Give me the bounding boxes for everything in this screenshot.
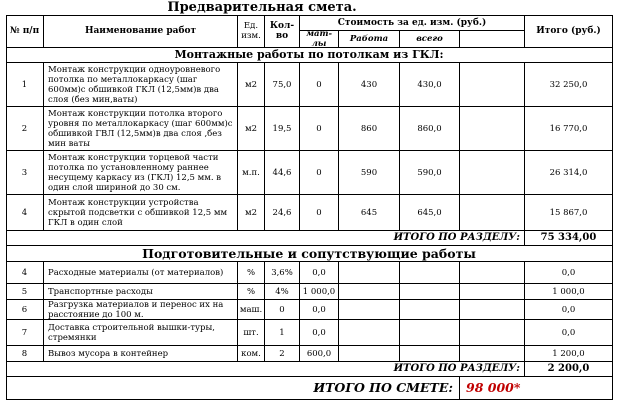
row-materials: 0,0 — [300, 320, 339, 346]
row-all — [400, 346, 460, 362]
row-materials: 0 — [300, 195, 339, 231]
row-qty: 0 — [265, 300, 300, 320]
header-work: Работа — [339, 31, 400, 48]
estimate-table — [0, 15, 620, 400]
row-work: 860 — [339, 107, 400, 151]
row-num: 4 — [6, 262, 44, 284]
row-total: 0,0 — [525, 300, 613, 320]
row-qty: 19,5 — [265, 107, 300, 151]
row-materials: 0,0 — [300, 262, 339, 284]
row-name: Вывоз мусора в контейнер — [44, 346, 238, 362]
row-all: 645,0 — [400, 195, 460, 231]
row-all — [400, 300, 460, 320]
row-work — [339, 300, 400, 320]
section-total-value: 2 200,0 — [525, 362, 613, 377]
row-num: 2 — [6, 107, 44, 151]
row-unit: % — [238, 262, 265, 284]
row-total: 32 250,0 — [525, 63, 613, 107]
section-total-label: ИТОГО ПО РАЗДЕЛУ: — [6, 362, 525, 377]
grand-total-value: 98 000* — [460, 377, 613, 400]
row-qty: 44,6 — [265, 151, 300, 195]
row-name: Монтаж конструкции торцевой части потолка по установленному раннее несущему каркасу из (ГКЛ) 12,5 мм. в один слой шириной до 30 см. — [44, 151, 238, 195]
row-name: Монтаж конструкции потолка второго уровня по металлокаркасу (шаг 600мм)с обшивкой ГВЛ (12,5мм)в два слоя ,без мин ваты — [44, 107, 238, 151]
row-total: 0,0 — [525, 320, 613, 346]
header-name: Наименование работ — [44, 15, 238, 48]
row-blank — [460, 107, 525, 151]
row-unit: м.п. — [238, 151, 265, 195]
row-work — [339, 346, 400, 362]
row-num: 3 — [6, 151, 44, 195]
row-qty: 4% — [265, 284, 300, 300]
section-title: Подготовительные и сопутствующие работы — [6, 246, 613, 262]
row-all — [400, 262, 460, 284]
header-unit: Ед. изм. — [238, 15, 265, 48]
section-total-label: ИТОГО ПО РАЗДЕЛУ: — [6, 231, 525, 246]
row-qty: 1 — [265, 320, 300, 346]
row-all: 590,0 — [400, 151, 460, 195]
row-total: 1 000,0 — [525, 284, 613, 300]
row-unit: % — [238, 284, 265, 300]
row-materials: 0 — [300, 151, 339, 195]
row-unit: м2 — [238, 195, 265, 231]
row-unit: ком. — [238, 346, 265, 362]
section-total-value: 75 334,00 — [525, 231, 613, 246]
row-total: 16 770,0 — [525, 107, 613, 151]
row-blank — [460, 320, 525, 346]
row-name: Разгрузка материалов и перенос их на расстояние до 100 м. — [44, 300, 238, 320]
row-materials: 1 000,0 — [300, 284, 339, 300]
row-work: 430 — [339, 63, 400, 107]
row-all: 430,0 — [400, 63, 460, 107]
header-qty: Кол-во — [265, 15, 300, 48]
header-all: всего — [400, 31, 460, 48]
row-total: 15 867,0 — [525, 195, 613, 231]
row-work: 590 — [339, 151, 400, 195]
row-total: 26 314,0 — [525, 151, 613, 195]
row-all: 860,0 — [400, 107, 460, 151]
row-qty: 75,0 — [265, 63, 300, 107]
row-unit: маш. — [238, 300, 265, 320]
row-qty: 2 — [265, 346, 300, 362]
row-name: Транспортные расходы — [44, 284, 238, 300]
row-total: 1 200,0 — [525, 346, 613, 362]
row-num: 5 — [6, 284, 44, 300]
row-qty: 3,6% — [265, 262, 300, 284]
row-unit: шт. — [238, 320, 265, 346]
row-materials: 600,0 — [300, 346, 339, 362]
section-title: Монтажные работы по потолкам из ГКЛ: — [6, 48, 613, 63]
row-blank — [460, 151, 525, 195]
row-unit: м2 — [238, 63, 265, 107]
row-blank — [460, 300, 525, 320]
row-work — [339, 262, 400, 284]
header-total: Итого (руб.) — [525, 15, 613, 48]
header-cost-group: Стоимость за ед. изм. (руб.) — [300, 15, 525, 31]
row-qty: 24,6 — [265, 195, 300, 231]
row-work — [339, 320, 400, 346]
document-title: Предварительная смета. — [167, 0, 357, 15]
row-blank — [460, 63, 525, 107]
row-num: 1 — [6, 63, 44, 107]
row-num: 4 — [6, 195, 44, 231]
row-materials: 0 — [300, 107, 339, 151]
row-name: Монтаж конструкции одноуровневого потолка по металлокаркасу (шаг 600мм)с обшивкой ГКЛ (12,5мм)в два слоя (без мин,ваты) — [44, 63, 238, 107]
row-unit: м2 — [238, 107, 265, 151]
row-materials: 0 — [300, 63, 339, 107]
row-num: 6 — [6, 300, 44, 320]
header-blank — [460, 31, 525, 48]
header-materials: мат-лы — [300, 31, 339, 48]
row-name: Расходные материалы (от материалов) — [44, 262, 238, 284]
row-blank — [460, 346, 525, 362]
row-name: Доставка строительной вышки-туры, стремянки — [44, 320, 238, 346]
header-num: № п/п — [6, 15, 44, 48]
row-num: 8 — [6, 346, 44, 362]
row-all — [400, 320, 460, 346]
row-blank — [460, 195, 525, 231]
row-num: 7 — [6, 320, 44, 346]
row-total: 0,0 — [525, 262, 613, 284]
row-name: Монтаж конструкции устройства скрытой подсветки с обшивкой 12,5 мм ГКЛ в один слой — [44, 195, 238, 231]
row-blank — [460, 284, 525, 300]
grand-total-label: ИТОГО ПО СМЕТЕ: — [6, 377, 460, 400]
row-all — [400, 284, 460, 300]
row-materials: 0,0 — [300, 300, 339, 320]
row-blank — [460, 262, 525, 284]
row-work: 645 — [339, 195, 400, 231]
row-work — [339, 284, 400, 300]
